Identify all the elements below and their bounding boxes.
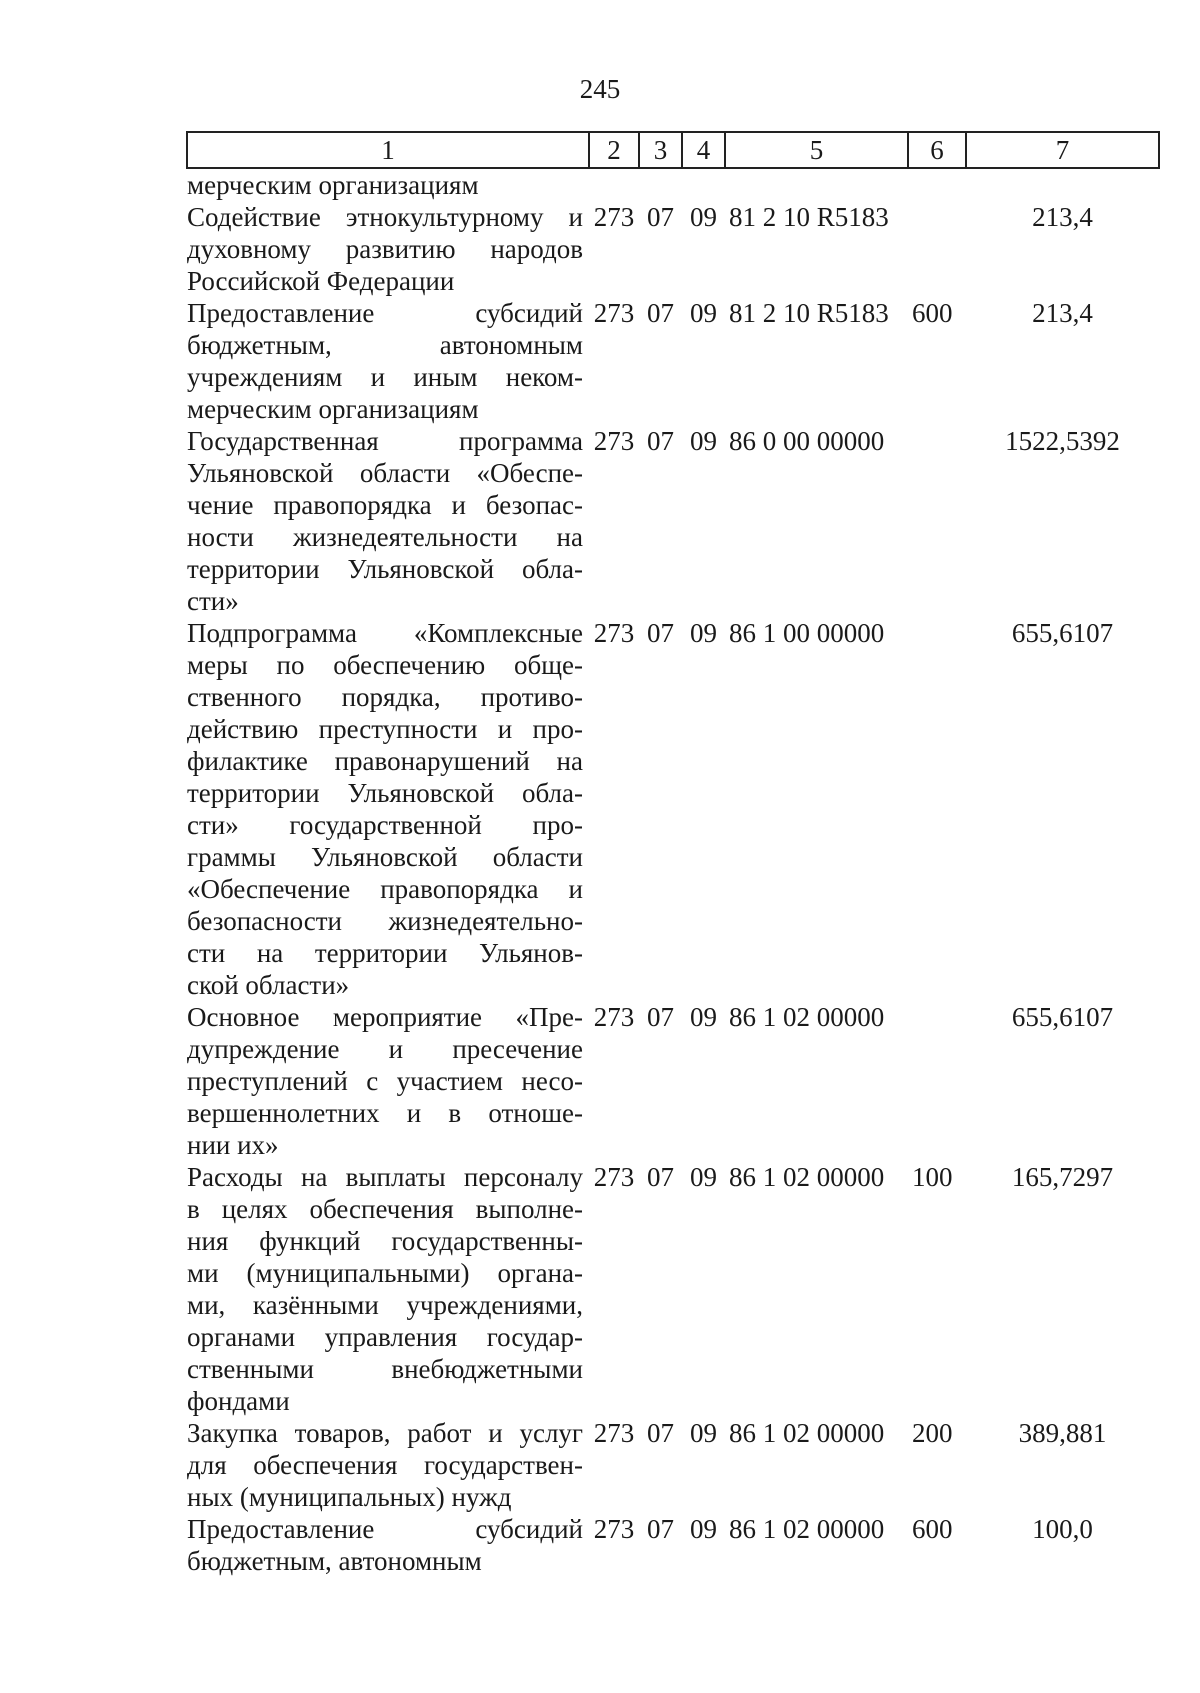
description-line: ности жизнедеятельности на [187,522,583,552]
description-line: Ульяновской области «Обеспе- [187,458,583,488]
description-line: Предоставление субсидий [187,298,583,328]
description-line: вершеннолетних и в отноше- [187,1098,583,1128]
subsection-code: 09 [690,426,717,456]
header-col-7: 7 [966,132,1159,168]
expense-type-code [908,617,966,1001]
header-col-5: 5 [725,132,908,168]
admin-code: 273 [593,618,635,648]
description-line: нии их» [187,1130,279,1160]
amount-value: 655,6107 [1011,1002,1114,1032]
table-row [187,1513,1159,1577]
subsection-code: 09 [690,298,717,328]
row-description [187,168,589,201]
description-line: дупреждение и пресечение [187,1034,583,1064]
amount-value: 1522,5392 [1005,426,1120,456]
header-col-2: 2 [589,132,639,168]
description-line: для обеспечения государствен- [187,1450,583,1480]
subsection-code: 09 [690,1514,717,1544]
description-line: территории Ульяновской обла- [187,778,583,808]
description-line: сти» [187,586,239,616]
admin-code [589,168,639,201]
description-line: Закупка товаров, работ и услуг [187,1418,583,1448]
description-line: «Обеспечение правопорядка и [187,874,583,904]
target-article-code [725,168,908,201]
description-line: в целях обеспечения выполне- [187,1194,583,1224]
amount-value: 213,4 [1032,202,1093,232]
description-line: чение правопорядка и безопас- [187,490,583,520]
amount-value: 389,881 [1018,1418,1107,1448]
amount-value: 655,6107 [1011,618,1114,648]
subsection-code: 09 [690,202,717,232]
budget-table [186,131,1160,1577]
admin-code: 273 [593,1514,635,1544]
row-description [187,1417,589,1513]
table-row [187,1001,1159,1161]
admin-code: 273 [593,298,635,328]
description-line: Содействие этнокультурному и [187,202,583,232]
row-description [187,425,589,617]
subsection-code: 09 [690,1002,717,1032]
description-line: учреждениям и иным неком- [187,362,583,392]
amount-value: 213,4 [1032,298,1093,328]
description-line: мерческим организациям [187,170,479,200]
section-code: 07 [647,1002,674,1032]
subsection-code: 09 [690,1418,717,1448]
description-line: действию преступности и про- [187,714,583,744]
description-line: ми, казёнными учреждениями, [187,1290,583,1320]
header-col-4: 4 [682,132,725,168]
expense-type-code: 600 [912,298,953,328]
section-code: 07 [647,426,674,456]
subsection-code: 09 [690,1162,717,1192]
header-col-6: 6 [908,132,966,168]
row-description [187,1161,589,1417]
description-line: преступлений с участием несо- [187,1066,583,1096]
table-header [187,132,1159,168]
description-line: ния функций государственны- [187,1226,583,1256]
amount-value [966,168,1159,201]
target-article-code: 86 1 02 00000 [729,1418,885,1448]
expense-type-code: 200 [912,1418,953,1448]
target-article-code: 86 1 02 00000 [729,1162,885,1192]
admin-code: 273 [593,1002,635,1032]
admin-code: 273 [593,1418,635,1448]
table-row [187,168,1159,201]
row-description [187,617,589,1001]
amount-value: 165,7297 [1011,1162,1114,1192]
target-article-code: 86 1 02 00000 [729,1002,885,1032]
description-line: бюджетным, автономным [187,330,583,360]
admin-code: 273 [593,1162,635,1192]
row-description [187,1513,589,1577]
description-line: бюджетным, автономным [187,1546,482,1576]
section-code: 07 [647,1162,674,1192]
description-line: духовному развитию народов [187,234,583,264]
target-article-code: 86 0 00 00000 [729,426,885,456]
row-description [187,1001,589,1161]
expense-type-code: 100 [912,1162,953,1192]
amount-value: 100,0 [1032,1514,1093,1544]
target-article-code: 81 2 10 R5183 [729,202,889,232]
section-code: 07 [647,202,674,232]
target-article-code: 86 1 00 00000 [729,618,885,648]
row-description [187,297,589,425]
description-line: фондами [187,1386,290,1416]
description-line: мерческим организациям [187,394,479,424]
expense-type-code: 600 [912,1514,953,1544]
description-line: Государственная программа [187,426,583,456]
table-row [187,425,1159,617]
table-row [187,201,1159,297]
description-line: Расходы на выплаты персоналу [187,1162,583,1192]
description-line: Основное мероприятие «Пре- [187,1002,583,1032]
header-col-1: 1 [187,132,589,168]
target-article-code: 81 2 10 R5183 [729,298,889,328]
expense-type-code [908,425,966,617]
description-line: филактике правонарушений на [187,746,583,776]
description-line: безопасности жизнедеятельно- [187,906,583,936]
row-description [187,201,589,297]
table-body [187,168,1159,1577]
target-article-code: 86 1 02 00000 [729,1514,885,1544]
section-code: 07 [647,298,674,328]
section-code: 07 [647,1418,674,1448]
expense-type-code [908,201,966,297]
description-line: ственными внебюджетными [187,1354,583,1384]
section-code [639,168,682,201]
table-row [187,617,1159,1001]
description-line: ской области» [187,970,350,1000]
page-number: 245 [579,74,621,104]
description-line: ных (муниципальных) нужд [187,1482,512,1512]
description-line: ственного порядка, противо- [187,682,583,712]
description-line: граммы Ульяновской области [187,842,583,872]
description-line: Подпрограмма «Комплексные [187,618,583,648]
expense-type-code [908,1001,966,1161]
section-code: 07 [647,618,674,648]
section-code: 07 [647,1514,674,1544]
expense-type-code [908,168,966,201]
description-line: органами управления государ- [187,1322,583,1352]
description-line: сти на территории Ульянов- [187,938,583,968]
table-row [187,1161,1159,1417]
admin-code: 273 [593,426,635,456]
table-row [187,1417,1159,1513]
admin-code: 273 [593,202,635,232]
header-col-3: 3 [639,132,682,168]
description-line: Предоставление субсидий [187,1514,583,1544]
subsection-code: 09 [690,618,717,648]
description-line: сти» государственной про- [187,810,583,840]
description-line: меры по обеспечению обще- [187,650,583,680]
table-row [187,297,1159,425]
description-line: ми (муниципальными) органа- [187,1258,583,1288]
description-line: территории Ульяновской обла- [187,554,583,584]
subsection-code [682,168,725,201]
description-line: Российской Федерации [187,266,455,296]
